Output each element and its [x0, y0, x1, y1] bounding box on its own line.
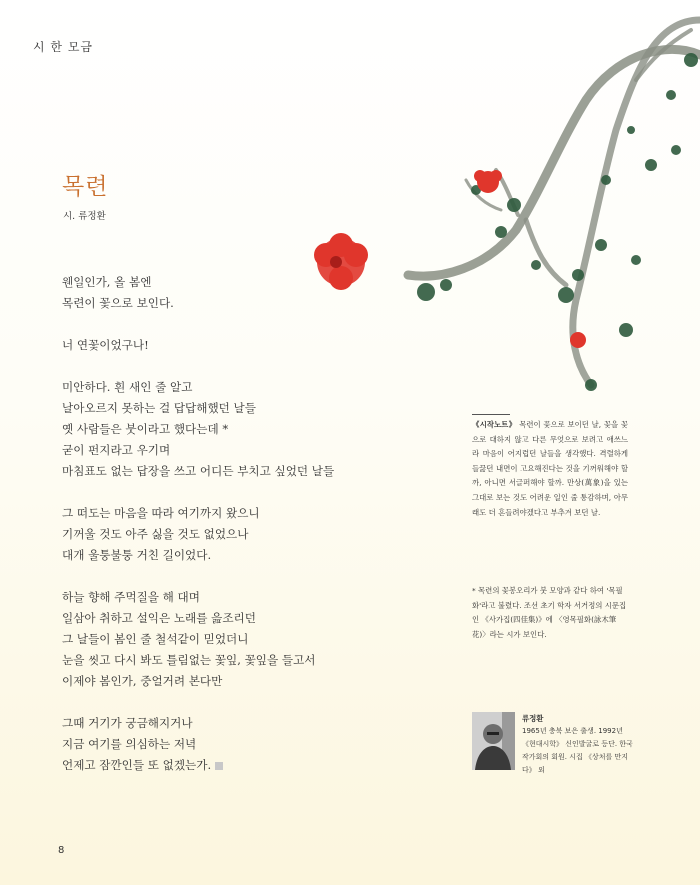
page-number: 8: [58, 845, 65, 856]
author-name: 류정환: [522, 714, 544, 723]
poem-line: 미안하다. 흰 새인 줄 알고: [62, 380, 193, 394]
author-info: [522, 712, 634, 777]
poem-line: 마침표도 없는 답장을 쓰고 어디든 부치고 싶었던 날들: [62, 464, 335, 478]
poem-line: 목련이 꽃으로 보인다.: [62, 296, 174, 310]
author-photo: [472, 712, 515, 770]
poem-byline: 시. 류정환: [63, 211, 106, 222]
section-label: 시 한 모금: [33, 40, 93, 54]
stanza: [62, 335, 392, 356]
note-body: 목련이 꽃으로 보이던 날, 꽃을 꽃으로 대하지 않고 다른 무엇으로 보려고 애쓰느라 마음이 어지럽던 날들을 생각했다. 격렬하게 들끓던 내면이 고요해진다는 것을 기꺼워해야 할까, 아니면 서글퍼해야 할까. 만상(萬象)을 있는 그대로 보는 것도 어려운 일인 줄 통감하며, 아무래도 더 흔들려야겠다고 부추겨 보던 날.: [472, 420, 628, 517]
footnote: * 목련의 꽃봉오리가 붓 모양과 같다 하여 '목필화'라고 불렸다. 조선 초기 학자 서거정의 시문집인 《사가집(四佳集)》에 〈영목필화(詠木筆花)〉라는 시가 보인다.: [472, 586, 627, 639]
end-mark-icon: [215, 762, 223, 770]
poem-line: 이제야 봄인가, 중얼거려 본다만: [62, 674, 223, 688]
poem-title: 목련: [62, 174, 109, 200]
poet-note: [472, 414, 628, 520]
note-divider: [472, 414, 510, 415]
stanza: [62, 587, 392, 692]
stanza: [62, 272, 392, 314]
stanza: [62, 503, 392, 566]
poem-line: 하늘 향해 주먹질을 해 대며: [62, 590, 200, 604]
poem-line: 날아오르지 못하는 걸 답답해했던 날들: [62, 401, 256, 415]
poem-line: 웬일인가, 올 봄엔: [62, 275, 152, 289]
poem-line: 일삼아 취하고 설익은 노래를 읊조리던: [62, 611, 256, 625]
stanza: [62, 713, 392, 776]
author-profile: [472, 712, 632, 772]
poem-line: 옛 사람들은 붓이라고 했다는데 *: [62, 422, 229, 436]
poem-line: 굳이 펀지라고 우기며: [62, 443, 171, 457]
stanza: [62, 377, 392, 482]
poem-line: 대개 울퉁불퉁 거친 길이었다.: [62, 548, 212, 562]
author-bio: 1965년 충북 보은 출생. 1992년 《현대시학》 신인발굴로 등단. 한국작가회의 회원. 시집 《상처를 만지다》 외: [522, 727, 633, 774]
poem-line: 지금 여기를 의심하는 저녁: [62, 737, 197, 751]
poem-line: [62, 755, 392, 776]
poem-line: 그 떠도는 마음을 따라 여기까지 왔으니: [62, 506, 260, 520]
poem-line: 너 연꽃이었구나!: [62, 338, 149, 352]
poem-body: [62, 272, 392, 797]
poem-line: 기꺼울 것도 아주 싫을 것도 없었으나: [62, 527, 249, 541]
poem-line-text: 언제고 잠깐인들 또 없겠는가.: [62, 758, 212, 772]
poem-line: 그때 거기가 궁금해지거나: [62, 716, 193, 730]
poem-line: 눈을 씻고 다시 봐도 틀림없는 꽃잎, 꽃잎을 들고서: [62, 653, 316, 667]
note-heading: 《시작노트》: [472, 420, 517, 429]
poem-line: 그 날들이 봄인 줄 철석같이 믿었더니: [62, 632, 249, 646]
